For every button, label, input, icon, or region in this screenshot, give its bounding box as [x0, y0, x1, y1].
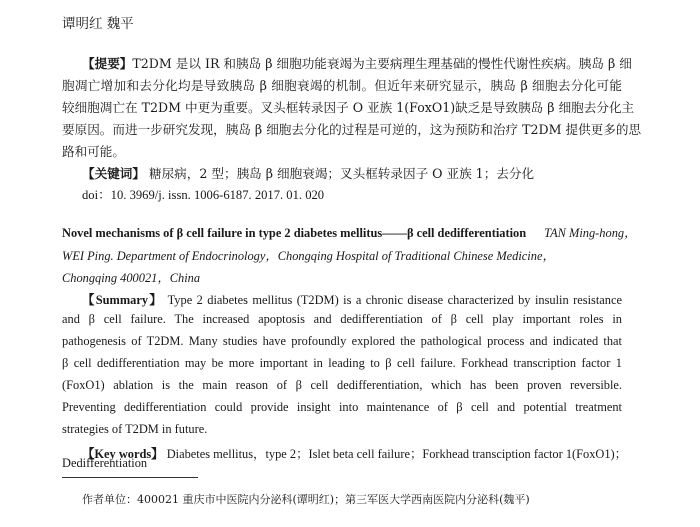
abstract-zh-line-2: 胞凋亡增加和去分化均是导致胰岛 β 细胞衰竭的机制。但近年来研究显示，胰岛 β 细胞去分化可能 — [62, 78, 622, 93]
summary-en-label: 【Summary】 — [82, 293, 164, 307]
summary-en-line-5: (FoxO1) ablation is the main reason of β cell dedifferentiation, which has been proven reversible. — [62, 378, 622, 392]
abstract-zh-line-4: 要原因。而进一步研究发现，胰岛 β 细胞去分化的过程是可逆的，这为预防和治疗 T2DM 提供更多的思 — [62, 122, 642, 137]
keywords-zh — [82, 163, 534, 182]
keywords-en-label: 【Key words】 — [82, 447, 164, 461]
title-line-en — [62, 223, 636, 241]
summary-en-line-1: 【Summary】 Type 2 diabetes mellitus (T2DM) is a chronic disease characterized by insulin resistance — [82, 293, 622, 307]
summary-en-line-2: and β cell failure. The increased apoptosis and dedifferentiation of β cell play important roles in — [62, 312, 622, 326]
author-names-zh: 谭明红 魏平 — [62, 16, 134, 32]
summary-en-line-3: pathogenesis of T2DM. Many studies have profoundly explored the pathological process and indicated that — [62, 334, 622, 348]
abstract-zh-line-1: 【提要】T2DM 是以 IR 和胰岛 β 细胞功能衰竭为主要病理生理基础的慢性代谢性疾病。胰岛 β 细 — [82, 56, 632, 71]
summary-en-line-7: strategies of T2DM in future. — [62, 422, 208, 436]
author-affiliation-en-1: WEI Ping. Department of Endocrinology，Chongqing Hospital of Traditional Chinese Medicine， — [62, 249, 555, 263]
keywords-en-line-2: Dedifferentiation — [62, 456, 148, 470]
doi: doi：10. 3969/j. issn. 1006-6187. 2017. 01. 020 — [82, 188, 325, 202]
abstract-zh-label: 【提要】 — [82, 56, 133, 71]
summary-en-line-6: Preventing dedifferentiation could provide insight into maintenance of β cell and potential treatment — [62, 400, 622, 414]
abstract-zh-line-3: 较细胞凋亡在 T2DM 中更为重要。叉头框转录因子 O 亚族 1(FoxO1)缺乏是导致胰岛 β 细胞去分化主 — [62, 100, 635, 115]
keywords-en-line-1: 【Key words】 Diabetes mellitus，type 2；Islet beta cell failure；Forkhead transciption factor 1(FoxO1)； — [82, 447, 628, 461]
keywords-zh-label: 【关键词】 — [82, 166, 145, 181]
article-title-en: Novel mechanisms of β cell failure in type 2 diabetes mellitus——β cell dedifferentiation — [62, 226, 527, 240]
author-names-en-1: TAN Ming-hong， — [544, 226, 637, 240]
summary-en-line-4: β cell dedifferentiation may be more important in leading to β cell failure. Forkhead transcription factor 1 — [62, 356, 622, 370]
footnote-divider — [62, 477, 198, 478]
footnote-affiliation: 作者单位：400021 重庆市中医院内分泌科(谭明红)；第三军医大学西南医院内分泌科(魏平) — [82, 493, 530, 506]
abstract-zh-line-5: 路和可能。 — [62, 144, 125, 159]
keywords-zh-text: 糖尿病，2 型；胰岛 β 细胞衰竭；叉头框转录因子 O 亚族 1；去分化 — [148, 166, 535, 181]
author-affiliation-en-2: Chongqing 400021，China — [62, 271, 201, 285]
